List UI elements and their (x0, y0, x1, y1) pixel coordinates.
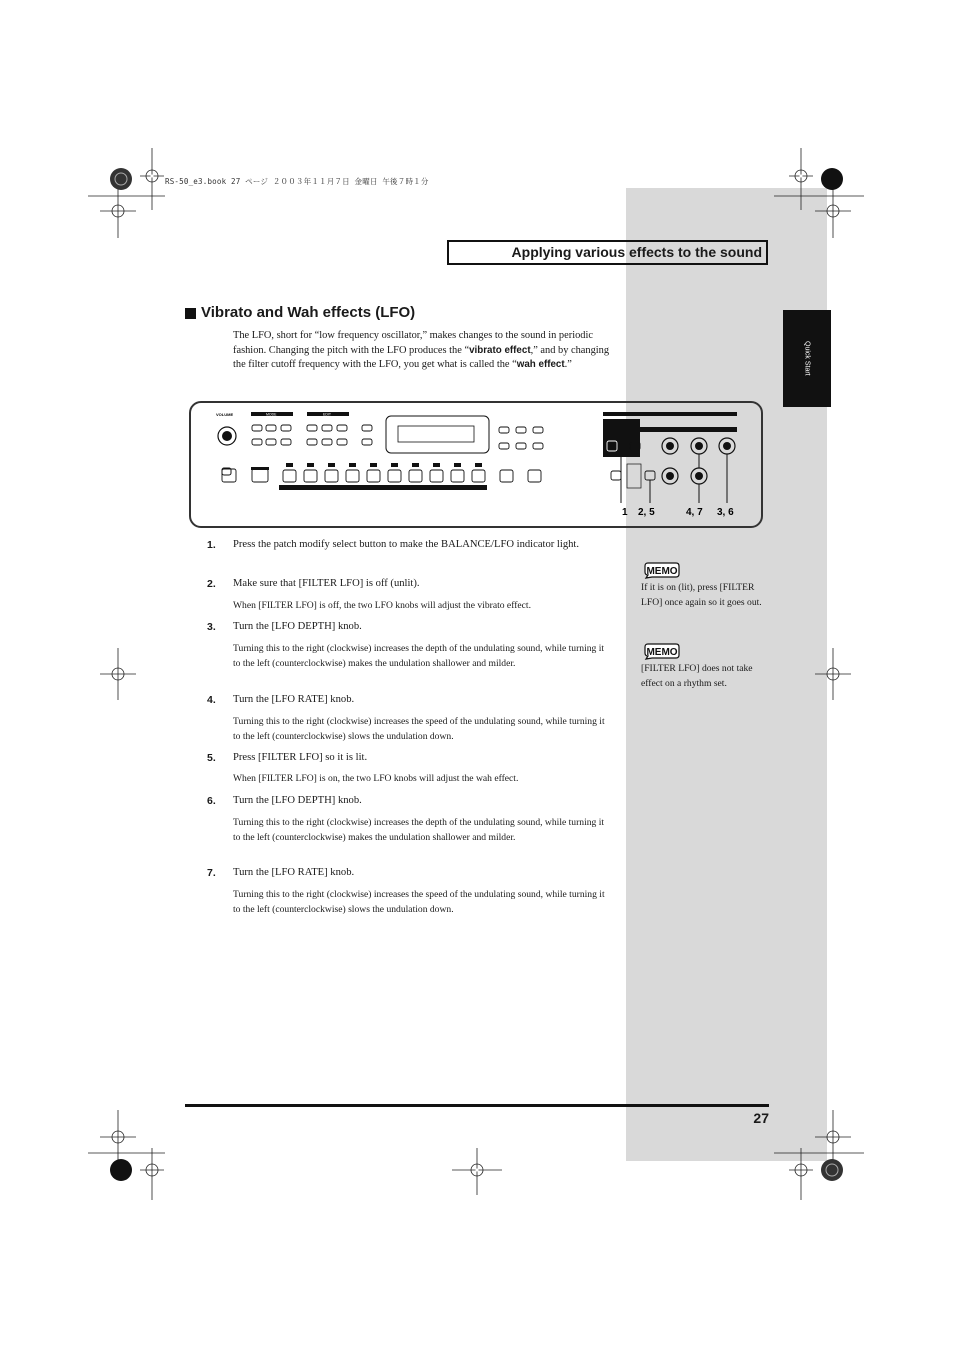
volume-label: VOLUME (216, 412, 234, 417)
step-text: Make sure that [FILTER LFO] is off (unlit). (233, 578, 420, 589)
intro-paragraph: The LFO, short for “low frequency oscillator,” makes changes to the sound in periodic fashion. Changing the pitch with the LFO produces the “vibrato effect,” and by changing the filter cutoff frequency with the LFO, you get what is called the “wah effect.” (233, 330, 610, 371)
step-number: 4. (207, 694, 216, 706)
mode-label: MODE (266, 412, 277, 417)
step-note: Turning this to the right (clockwise) increases the speed of the undulating sound, while turning it to the left (counterclockwise) slows the undulation down. (233, 716, 605, 742)
callout-1: 1 (622, 507, 628, 518)
step-number: 1. (207, 539, 216, 551)
step-number: 5. (207, 752, 216, 764)
step-note: When [FILTER LFO] is off, the two LFO knobs will adjust the vibrato effect. (233, 600, 531, 611)
page-number: 27 (753, 1110, 769, 1126)
memo-badge (642, 562, 682, 579)
callout-4-7: 4, 7 (686, 507, 703, 518)
lcd-frame (386, 416, 489, 453)
step-number: 7. (207, 867, 216, 879)
callout-3-6: 3, 6 (717, 507, 734, 518)
step-text: Press [FILTER LFO] so it is lit. (233, 752, 368, 763)
step-text: Turn the [LFO DEPTH] knob. (233, 621, 362, 632)
svg-text:MEMO: MEMO (646, 647, 678, 658)
filter-lfo-button (645, 471, 655, 480)
file-info: RS-50_e3.book 27 ページ ２００３年１１月７日 金曜日 午後７時１分 (165, 177, 429, 186)
step-number: 6. (207, 795, 216, 807)
step-text: Press the patch modify select button to make the BALANCE/LFO indicator light. (233, 539, 580, 550)
step-number: 2. (207, 578, 216, 590)
heading-bullet (185, 308, 196, 319)
section-header: Applying various effects to the sound (511, 244, 762, 260)
memo-text: [FILTER LFO] does not take effect on a rhythm set. (641, 663, 753, 689)
section-heading: Vibrato and Wah effects (LFO) (201, 304, 416, 321)
edit-label: EDIT (323, 412, 331, 417)
step-note: Turning this to the right (clockwise) increases the depth of the undulating sound, while turning it to the left (counterclockwise) makes the undulation shallower and milder. (233, 643, 605, 669)
panel-diagram (189, 401, 763, 528)
step-text: Turn the [LFO DEPTH] knob. (233, 795, 362, 806)
step-number: 3. (207, 621, 216, 633)
step-note: Turning this to the right (clockwise) increases the depth of the undulating sound, while turning it to the left (counterclockwise) makes the undulation shallower and milder. (233, 817, 605, 843)
side-tab-label: Quick Start (803, 341, 811, 376)
step-note: Turning this to the right (clockwise) increases the speed of the undulating sound, while turning it to the left (counterclockwise) slows the undulation down. (233, 889, 605, 915)
memo-text: If it is on (lit), press [FILTER LFO] once again so it goes out. (641, 582, 762, 608)
svg-text:MEMO: MEMO (646, 566, 678, 577)
memo-badge (642, 643, 682, 660)
footer-rule (185, 1104, 769, 1107)
step-text: Turn the [LFO RATE] knob. (233, 867, 355, 878)
step-text: Turn the [LFO RATE] knob. (233, 694, 355, 705)
step-note: When [FILTER LFO] is on, the two LFO knobs will adjust the wah effect. (233, 773, 519, 784)
lcd-display (398, 426, 474, 442)
callout-2-5: 2, 5 (638, 507, 655, 518)
